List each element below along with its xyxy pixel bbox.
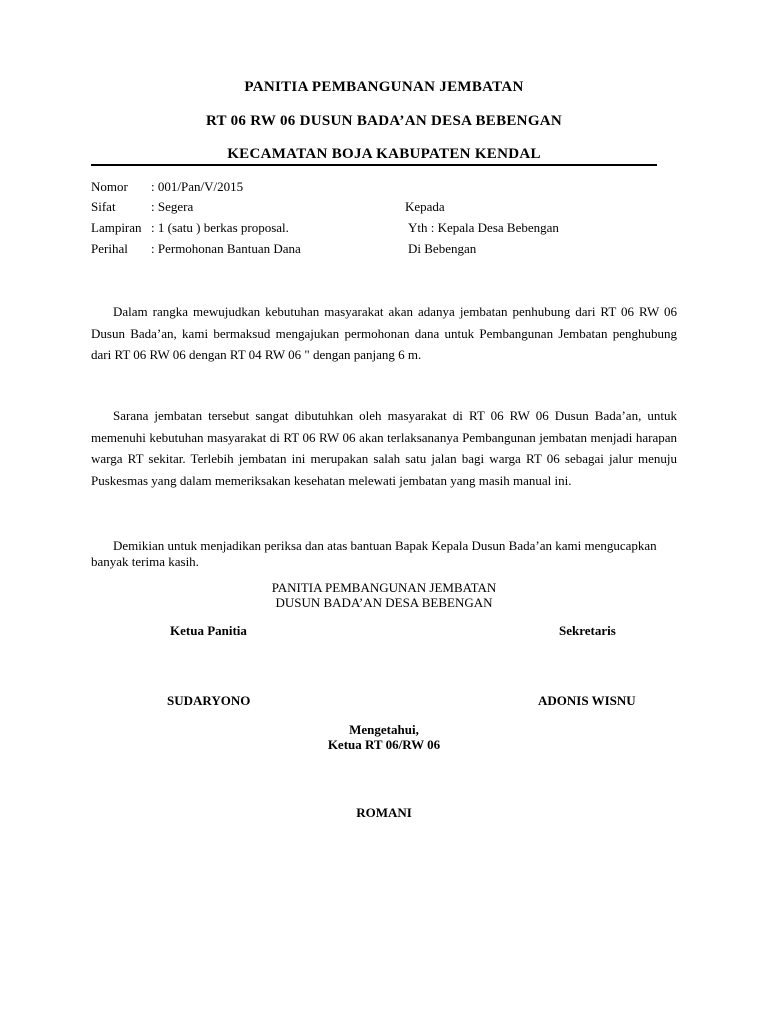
closing-paragraph-text: Demikian untuk menjadikan periksa dan atas bantuan Bapak Kepala Dusun Bada’an kami mengucapkan banyak terima kasih. bbox=[91, 538, 657, 569]
closing-paragraph bbox=[91, 538, 677, 570]
nomor-label: Nomor bbox=[91, 179, 128, 194]
perihal-value: : Permohonan Bantuan Dana bbox=[151, 241, 301, 256]
recipient-line: Yth : Kepala Desa Bebengan bbox=[408, 220, 559, 235]
kepada-label: Kepada bbox=[405, 199, 445, 214]
body-paragraph-2 bbox=[91, 405, 677, 491]
letterhead-line-2: RT 06 RW 06 DUSUN BADA’AN DESA BEBENGAN bbox=[205, 113, 563, 129]
lampiran-value: : 1 (satu ) berkas proposal. bbox=[151, 220, 289, 235]
committee-line-1: PANITIA PEMBANGUNAN JEMBATAN bbox=[271, 580, 497, 595]
body-paragraph-1 bbox=[91, 301, 677, 366]
committee-line-2: DUSUN BADA’AN DESA BEBENGAN bbox=[275, 595, 493, 610]
recipient-location: Di Bebengan bbox=[408, 241, 477, 256]
sifat-label: Sifat bbox=[91, 199, 116, 214]
body-paragraph-1-text: Dalam rangka mewujudkan kebutuhan masyarakat akan adanya jembatan penhubung dari RT 06 RW 06 Dusun Bada’an, kami bermaksud mengajukan permohonan dana untuk Pembangunan Jembatan penghubung dari RT 06 RW 06 dengan RT 04 RW 06 " dengan panjang 6 m. bbox=[91, 304, 677, 362]
lampiran-label: Lampiran bbox=[91, 220, 142, 235]
rt-head-name: ROMANI bbox=[356, 805, 412, 820]
chair-name: SUDARYONO bbox=[167, 693, 251, 708]
secretary-title: Sekretaris bbox=[559, 623, 616, 638]
letterhead-divider bbox=[91, 164, 657, 166]
body-paragraph-2-text: Sarana jembatan tersebut sangat dibutuhkan oleh masyarakat di RT 06 RW 06 Dusun Bada’an, untuk memenuhi kebutuhan masyarakat di RT 06 RW 06 akan terlaksananya Pembangunan jembatan menjadi harapan warga RT sekitar. Terlebih jembatan ini merupakan salah satu jalan bagi warga RT 06 sebagai jalur menuju Puskesmas yang dalam memeriksakan kesehatan melewati jembatan yang masih manual ini. bbox=[91, 408, 677, 488]
perihal-label: Perihal bbox=[91, 241, 128, 256]
rt-head-title: Ketua RT 06/RW 06 bbox=[327, 737, 441, 752]
secretary-name: ADONIS WISNU bbox=[538, 693, 636, 708]
letterhead-line-3: KECAMATAN BOJA KABUPATEN KENDAL bbox=[227, 146, 541, 162]
nomor-value: : 001/Pan/V/2015 bbox=[151, 179, 244, 194]
acknowledged-label: Mengetahui, bbox=[349, 722, 419, 737]
letterhead-line-1: PANITIA PEMBANGUNAN JEMBATAN bbox=[244, 79, 524, 95]
sifat-value: : Segera bbox=[151, 199, 194, 214]
chair-title: Ketua Panitia bbox=[170, 623, 247, 638]
